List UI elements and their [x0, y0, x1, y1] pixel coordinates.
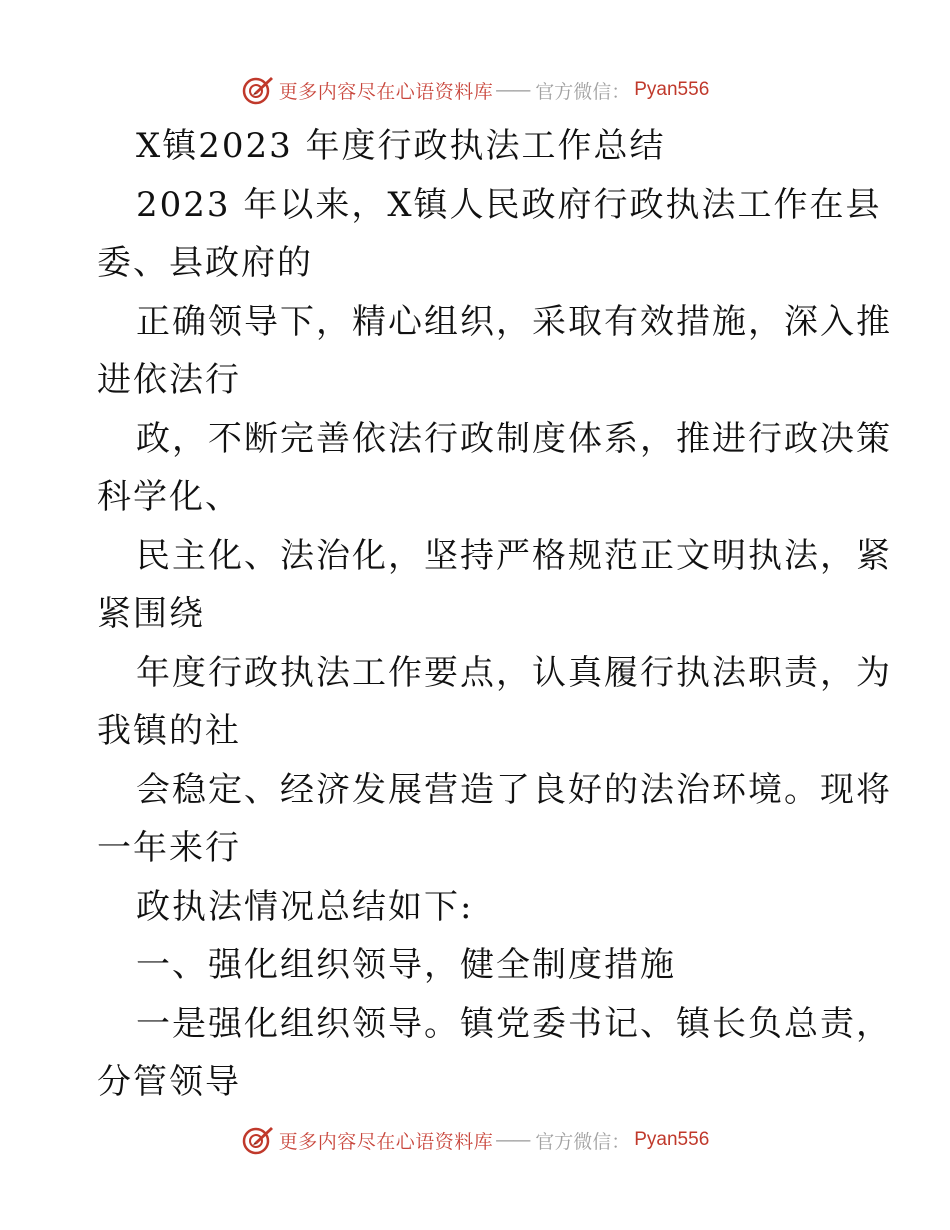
paragraph-line: 紧围绕 [97, 594, 205, 634]
paragraph-line: 政，不断完善依法行政制度体系，推进行政决策 [136, 419, 892, 459]
paragraph-line: 2023 年以来，X镇人民政府行政执法工作在县 [136, 185, 882, 225]
watermark-dash: —— [495, 1129, 530, 1151]
red-pen-circle-logo-icon [241, 1123, 275, 1157]
paragraph-line: 正确领导下，精心组织，采取有效措施，深入推 [136, 302, 892, 342]
watermark-official-label: 官方微信： [535, 1130, 631, 1153]
paragraph-line: 会稳定、经济发展营造了良好的法治环境。现将 [136, 770, 892, 810]
paragraph-line: 政执法情况总结如下: [136, 887, 474, 927]
watermark-banner-top [0, 70, 950, 110]
watermark-banner-bottom [0, 1120, 950, 1160]
document-title: X镇2023 年度行政执法工作总结 [136, 126, 666, 166]
watermark-wechat-id: Pyan556 [634, 1129, 710, 1150]
paragraph-line: 年度行政执法工作要点，认真履行执法职责，为 [136, 653, 892, 693]
paragraph-line: 一是强化组织领导。镇党委书记、镇长负总责， [136, 1004, 892, 1044]
paragraph-line: 进依法行 [97, 360, 241, 400]
watermark-brand-text: 更多内容尽在心语资料库 [278, 80, 494, 103]
watermark-official-label: 官方微信： [535, 80, 631, 103]
paragraph-line: 一年来行 [97, 828, 241, 868]
red-pen-circle-logo-icon [241, 73, 275, 107]
watermark-brand-text: 更多内容尽在心语资料库 [278, 1130, 494, 1153]
watermark-wechat-id: Pyan556 [634, 79, 710, 100]
paragraph-line: 委、县政府的 [97, 243, 313, 283]
watermark-dash: —— [495, 79, 530, 101]
section-heading: 一、强化组织领导，健全制度措施 [136, 945, 676, 985]
paragraph-line: 民主化、法治化，坚持严格规范正文明执法，紧 [136, 536, 892, 576]
paragraph-line: 科学化、 [97, 477, 241, 517]
paragraph-line: 我镇的社 [97, 711, 241, 751]
paragraph-line: 分管领导 [97, 1062, 241, 1102]
